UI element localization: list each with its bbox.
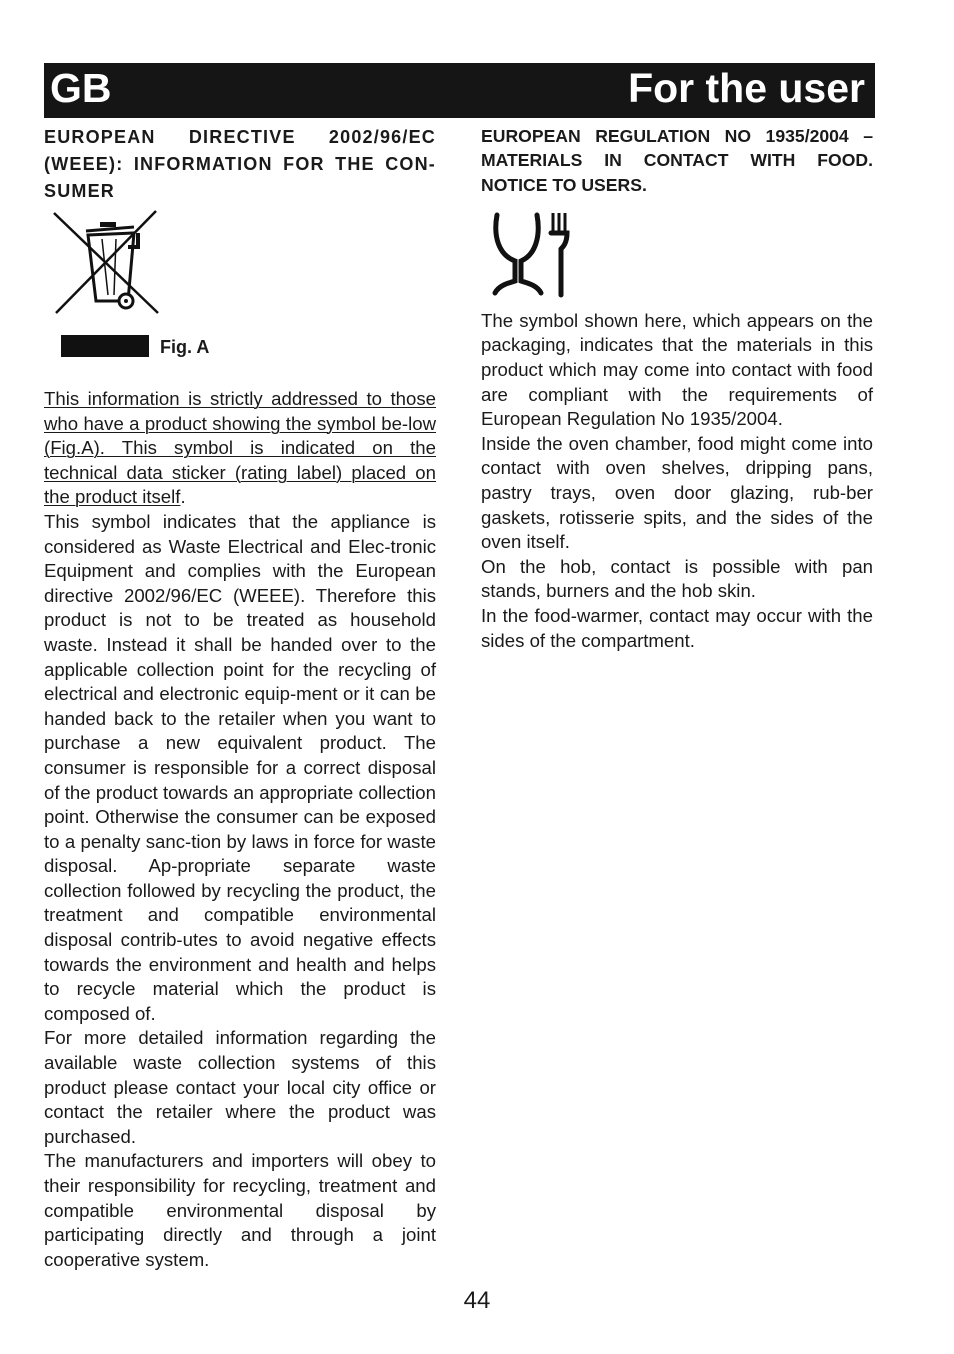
- food-contact-paragraph: The symbol shown here, which appears on the packaging, indicates that the materials in this product which may come into contact with food are compliant with the requirements of European Regulation No 1935/2004.: [481, 309, 873, 430]
- language-code: GB: [50, 65, 112, 111]
- weee-paragraph: This symbol indicates that the appliance is considered as Waste Electrical and Elec-tronic Equipment and complies with the European directive 2002/96/EC (WEEE). Therefore this product is not to be treated as household waste. Instead it shall be handed over to the applicable collection point for the recycling of electrical and electronic equip-ment or it can be handed back to the retailer when you want to purchase a new equivalent product. The consumer is responsible for a correct disposal of the product towards an appropriate collection point. Otherwise the consumer can be exposed to a penalty sanc-tion by laws in force for waste disposal. Ap-propriate separate waste collection followed by recycling the product, the treatment and compatible environmental disposal contrib-utes to avoid negative effects towards the environment and health and helps to recycle material which the product is composed of.: [44, 510, 436, 1024]
- weee-column: [44, 124, 436, 1272]
- page-header: [44, 63, 875, 118]
- food-contact-column: [481, 124, 873, 653]
- weee-paragraph: The manufacturers and importers will obey to their responsibility for recycling, treatment and compatible environmental disposal by participating directly and through a joint cooperative system.: [44, 1150, 436, 1270]
- food-contact-paragraph: Inside the oven chamber, food might come into contact with oven shelves, dripping pans, pastry trays, oven door glazing, rub-ber gaskets, rotisserie spits, and the sides of the oven itself.: [481, 432, 873, 553]
- crossed-out-wheelie-bin-icon: [50, 209, 190, 321]
- figure-label: Fig. A: [160, 337, 210, 357]
- separate-collection-bar: [61, 335, 149, 357]
- page-title: For the user: [628, 65, 865, 111]
- weee-paragraph: For more detailed information regarding the available waste collection systems of this product please contact your local city office or contact the retailer where the product was purchased.: [44, 1027, 436, 1147]
- food-contact-paragraph: In the food-warmer, contact may occur with the sides of the compartment.: [481, 605, 873, 651]
- weee-heading: EUROPEAN DIRECTIVE 2002/96/EC (WEEE): INFORMATION FOR THE CON-SUMER: [44, 127, 436, 201]
- scope-text-period: .: [180, 486, 186, 508]
- page-number: 44: [463, 1287, 491, 1314]
- figure-a-caption: [44, 333, 436, 367]
- glass-and-fork-food-contact-icon: [485, 211, 577, 301]
- scope-note: [44, 387, 436, 510]
- food-contact-paragraph: On the hob, contact is possible with pan stands, burners and the hob skin.: [481, 555, 873, 602]
- underlined-scope-text: This information is strictly addressed to those who have a product showing the symbol be-low (Fig.A). This symbol is indicated on the technical data sticker (rating label) placed on the product itself: [44, 388, 436, 508]
- food-contact-heading: EUROPEAN REGULATION NO 1935/2004 – MATERIALS IN CONTACT WITH FOOD. NOTICE TO USERS.: [481, 126, 873, 195]
